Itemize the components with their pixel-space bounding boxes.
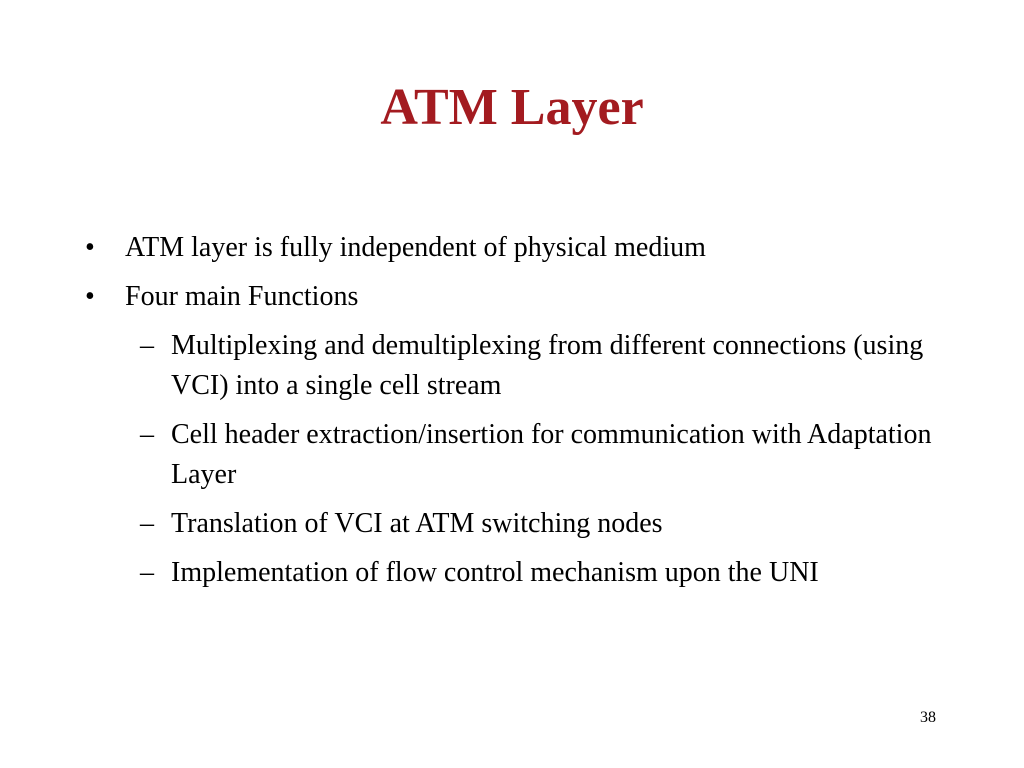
dash-marker: –	[140, 330, 154, 361]
page-number: 38	[920, 709, 936, 726]
dash-marker: –	[140, 419, 154, 450]
bullet-marker: •	[85, 232, 95, 263]
sub-bullet-text: Multiplexing and demultiplexing from different connections (using VCI) into a single cell stream	[171, 330, 924, 401]
sub-bullet-item	[140, 504, 945, 544]
dash-marker: –	[140, 557, 154, 588]
slide-title: ATM Layer	[380, 79, 644, 136]
sub-bullet-item	[140, 326, 945, 406]
bullet-item	[85, 228, 945, 268]
bullet-item	[85, 277, 945, 317]
bullet-marker: •	[85, 281, 95, 312]
bullet-text: ATM layer is fully independent of physical medium	[125, 232, 706, 263]
sub-bullet-text: Cell header extraction/insertion for communication with Adaptation Layer	[171, 419, 932, 490]
dash-marker: –	[140, 508, 154, 539]
slide-body	[85, 228, 945, 602]
sub-bullet-item	[140, 553, 945, 593]
sub-bullet-item	[140, 415, 945, 495]
bullet-text: Four main Functions	[125, 281, 359, 312]
sub-bullet-text: Translation of VCI at ATM switching nodes	[171, 508, 663, 539]
sub-bullet-text: Implementation of flow control mechanism upon the UNI	[171, 557, 819, 588]
